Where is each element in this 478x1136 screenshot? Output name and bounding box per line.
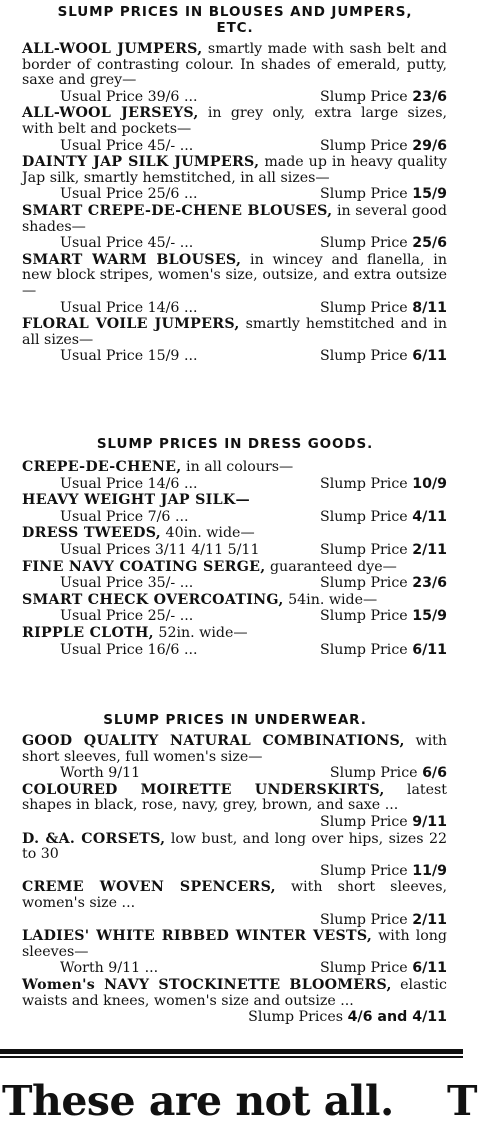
product-details: in several good shades—	[22, 202, 447, 235]
slump-price	[330, 766, 447, 782]
product-name: LADIES' WHITE RIBBED WINTER VESTS,	[22, 928, 373, 945]
product-name: DAINTY JAP SILK JUMPERS,	[22, 154, 260, 171]
product-description	[22, 493, 447, 509]
product-description	[22, 783, 447, 814]
product-details: in grey only, extra large sizes, with belt and pockets—	[22, 105, 447, 137]
product-description	[22, 626, 447, 642]
product-description	[22, 929, 447, 960]
price-line	[22, 510, 447, 526]
slump-price	[320, 961, 447, 977]
slump-price-value: 6/11	[412, 641, 447, 658]
usual-price: Usual Price 25/6 ...	[60, 186, 198, 203]
usual-price: Worth 9/11 ...	[60, 960, 159, 977]
section-dress-goods	[22, 460, 447, 659]
product-description	[22, 526, 447, 542]
product-description	[22, 155, 447, 186]
usual-price: Worth 9/11	[60, 765, 141, 782]
product-details: low bust, and long over hips, sizes 22 to 30	[22, 830, 448, 863]
slump-price-value: 6/11	[412, 960, 447, 977]
product-details: elastic waists and knees, women's size and outsize ...	[22, 976, 447, 1009]
product-name: CREPE-DE-CHENE,	[22, 459, 182, 475]
product-name: FLORAL VOILE JUMPERS,	[22, 316, 240, 333]
slump-price-value: 15/9	[412, 186, 447, 203]
usual-price: Usual Price 14/6 ...	[60, 299, 198, 316]
slump-price-label: Slump Price	[320, 88, 408, 105]
slump-price-label: Slump Price	[320, 299, 408, 316]
price-line	[22, 301, 447, 317]
usual-price: Usual Price 35/- ...	[60, 575, 194, 592]
slump-price-value: 15/9	[412, 608, 447, 625]
product-name: SMART CREPE-DE-CHENE BLOUSES,	[22, 202, 333, 219]
product-details: with short sleeves, full women's size—	[22, 733, 447, 765]
divider-rule-thin	[0, 1056, 463, 1058]
product-details: in wincey and flanella, in new block stripes, women's size, outsize, and extra outsize—	[22, 251, 447, 299]
product-details: guaranteed dye—	[265, 558, 397, 575]
price-line	[22, 349, 447, 365]
slump-price-label: Slump Price	[320, 475, 408, 492]
slump-price-value: 6/6	[422, 765, 447, 782]
usual-price: Usual Price 15/9 ...	[60, 348, 198, 365]
product-description	[22, 460, 447, 476]
product-description	[22, 317, 447, 348]
section-heading-dress-goods: SLUMP PRICES IN DRESS GOODS.	[96, 436, 374, 452]
usual-price: Usual Price 7/6 ...	[60, 508, 189, 525]
slump-price-label: Slump Price	[320, 608, 408, 625]
section-blouses	[22, 42, 447, 366]
product-name: SMART WARM BLOUSES,	[22, 251, 242, 268]
section-heading-blouses: SLUMP PRICES IN BLOUSES AND JUMPERS, ETC.	[57, 4, 413, 36]
product-name: FINE NAVY COATING SERGE,	[22, 558, 266, 575]
slump-price	[320, 864, 447, 880]
price-line	[22, 477, 447, 493]
slump-price-label: Slump Price	[320, 862, 408, 879]
slump-price-label: Slump Price	[320, 137, 408, 154]
product-description	[22, 978, 447, 1009]
product-description	[22, 42, 447, 89]
slump-price-label: Slump Price	[320, 813, 408, 830]
price-line	[22, 864, 447, 880]
price-line	[22, 609, 447, 625]
section-underwear	[22, 734, 447, 1027]
slump-price-label: Slump Price	[320, 911, 408, 928]
price-line	[22, 90, 447, 106]
slump-price	[320, 236, 447, 252]
slump-price	[320, 477, 447, 493]
slump-price	[320, 90, 447, 106]
product-name: HEAVY WEIGHT JAP SILK—	[22, 492, 250, 509]
slump-price-value: 2/11	[412, 541, 447, 558]
slump-price-value: 4/6 and 4/11	[347, 1009, 447, 1026]
product-name: CREME WOVEN SPENCERS,	[22, 879, 276, 896]
slump-price	[320, 815, 447, 831]
product-name: ALL-WOOL JUMPERS,	[22, 41, 203, 57]
product-details: with long sleeves—	[22, 928, 447, 960]
slump-price	[248, 1010, 447, 1026]
usual-price: Usual Prices 3/11 4/11 5/11	[60, 541, 260, 558]
product-description	[22, 106, 447, 137]
slump-price	[320, 139, 447, 155]
slump-price	[320, 643, 447, 659]
product-description	[22, 734, 447, 765]
slump-price-value: 10/9	[412, 475, 447, 492]
product-details: 40in. wide—	[161, 525, 255, 542]
price-line	[22, 139, 447, 155]
product-details: made up in heavy quality Jap silk, smartly hemstitched, in all sizes—	[22, 154, 447, 186]
price-line	[22, 543, 447, 559]
price-line	[22, 236, 447, 252]
price-line	[22, 187, 447, 203]
divider-rule-thick	[0, 1049, 463, 1054]
price-line	[22, 643, 447, 659]
usual-price: Usual Price 14/6 ...	[60, 475, 198, 492]
product-name: COLOURED MOIRETTE UNDERSKIRTS,	[22, 781, 385, 798]
product-name: ALL-WOOL JERSEYS,	[22, 105, 199, 122]
footer-cut-letter: T	[447, 1077, 478, 1125]
usual-price: Usual Price 39/6 ...	[60, 88, 198, 105]
slump-price	[320, 576, 447, 592]
product-name: GOOD QUALITY NATURAL COMBINATIONS,	[22, 733, 405, 749]
product-name: Women's NAVY STOCKINETTE BLOOMERS,	[22, 976, 392, 993]
product-name: SMART CHECK OVERCOATING,	[22, 591, 284, 608]
product-description	[22, 593, 447, 609]
product-description	[22, 204, 447, 235]
slump-price-value: 23/6	[412, 575, 447, 592]
product-name: DRESS TWEEDS,	[22, 525, 162, 542]
product-details: in all colours—	[181, 459, 294, 475]
slump-price-label: Slump Price	[320, 641, 408, 658]
slump-price	[320, 913, 447, 929]
product-description	[22, 253, 447, 300]
slump-price	[320, 301, 447, 317]
product-name: D. &A. CORSETS,	[22, 830, 166, 847]
slump-price-label: Slump Price	[320, 348, 408, 365]
slump-price	[320, 543, 447, 559]
slump-price-value: 23/6	[412, 88, 447, 105]
slump-price-value: 6/11	[412, 348, 447, 365]
slump-price-value: 2/11	[412, 911, 447, 928]
slump-price-value: 25/6	[412, 235, 447, 252]
product-description	[22, 880, 447, 911]
product-details: latest shapes in black, rose, navy, grey, brown, and saxe ...	[22, 781, 447, 814]
slump-price-value: 8/11	[412, 299, 447, 316]
product-description	[22, 832, 447, 863]
slump-price-label: Slump Price	[320, 186, 408, 203]
slump-price-value: 29/6	[412, 137, 447, 154]
slump-price	[320, 510, 447, 526]
price-line	[22, 961, 447, 977]
slump-price-label: Slump Price	[320, 960, 408, 977]
usual-price: Usual Price 45/- ...	[60, 137, 194, 154]
product-details: with short sleeves, women's size ...	[22, 879, 447, 911]
product-details: smartly hemstitched and in all sizes—	[22, 316, 447, 348]
footer-headline: These are not all.	[2, 1077, 394, 1125]
product-details: 54in. wide—	[283, 591, 378, 608]
slump-price	[320, 349, 447, 365]
slump-price	[320, 609, 447, 625]
product-description	[22, 560, 447, 576]
usual-price: Usual Price 45/- ...	[60, 235, 194, 252]
usual-price: Usual Price 25/- ...	[60, 608, 194, 625]
slump-price	[320, 187, 447, 203]
slump-price-label: Slump Price	[320, 508, 408, 525]
slump-price-value: 11/9	[412, 862, 447, 879]
slump-price-label: Slump Prices	[248, 1009, 344, 1026]
price-line	[22, 766, 447, 782]
slump-price-label: Slump Price	[320, 235, 408, 252]
product-name: RIPPLE CLOTH,	[22, 624, 154, 641]
price-line	[22, 815, 447, 831]
slump-price-label: Slump Price	[320, 575, 408, 592]
product-details: 52in. wide—	[153, 624, 248, 641]
slump-price-label: Slump Price	[320, 541, 408, 558]
slump-price-value: 9/11	[412, 813, 447, 830]
slump-price-label: Slump Price	[329, 765, 418, 782]
section-heading-underwear: SLUMP PRICES IN UNDERWEAR.	[103, 712, 367, 728]
price-line	[22, 1010, 447, 1026]
product-details: smartly made with sash belt and border of contrasting colour. In shades of emerald, putty, saxe and grey—	[22, 41, 448, 89]
usual-price: Usual Price 16/6 ...	[60, 641, 198, 658]
slump-price-value: 4/11	[412, 508, 447, 525]
price-line	[22, 576, 447, 592]
price-line	[22, 913, 447, 929]
